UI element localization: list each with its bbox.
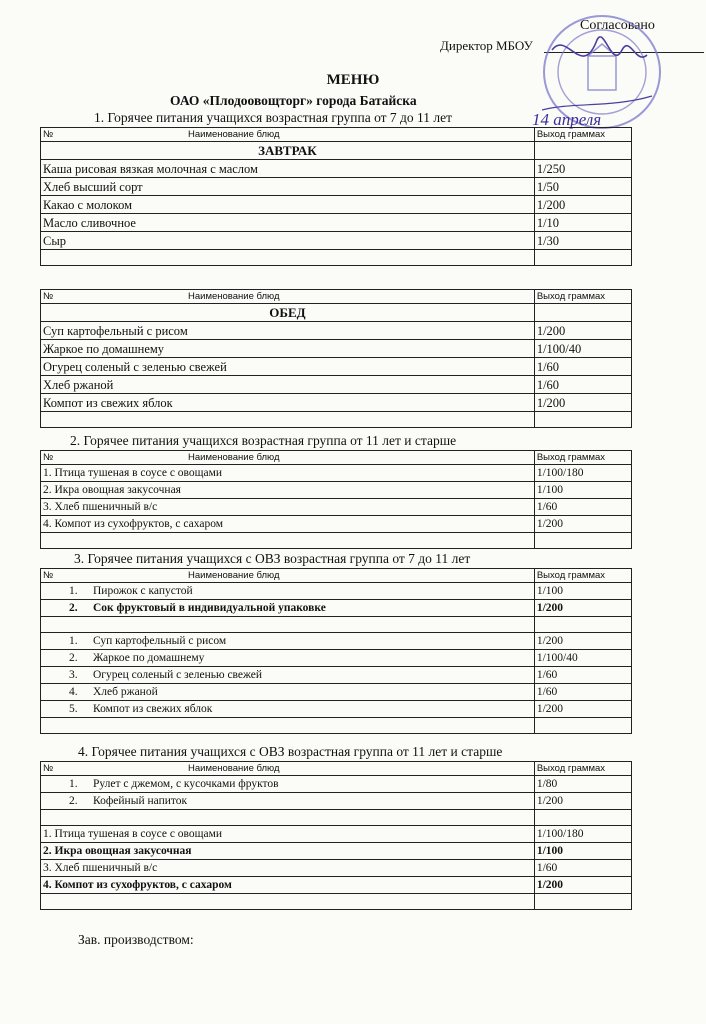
table-row: 5. Компот из свежих яблок 1/200 [41,701,632,718]
meal-label: ОБЕД [41,304,535,322]
table-row: 4. Компот из сухофруктов, с сахаром 1/200 [41,516,632,533]
table-row: 1. Птица тушеная в соусе с овощами 1/100/180 [41,465,632,482]
breakfast-table [40,127,632,266]
table-row: 2. Жаркое по домашнему 1/100/40 [41,650,632,667]
meal-label: ЗАВТРАК [41,142,535,160]
table-row: 2. Икра овощная закусочная 1/100 [41,482,632,499]
lunch-table [40,289,632,428]
header-name: Наименование блюд [188,128,280,140]
section-1-title: 1. Горячее питания учащихся возрастная группа от 7 до 11 лет [94,110,453,125]
table-row: Сыр 1/30 [41,232,632,250]
table-row: Масло сливочное 1/10 [41,214,632,232]
table-row: Компот из свежих яблок 1/200 [41,394,632,412]
table-row: 3. Хлеб пшеничный в/с 1/60 [41,860,632,877]
table-header: № Наименование блюд Выход граммах [41,569,632,583]
table-row: 4. Хлеб ржаной 1/60 [41,684,632,701]
table-row: 2. Сок фруктовый в индивидуальной упаковке 1/200 [41,600,632,617]
table-row: 4. Компот из сухофруктов, с сахаром 1/200 [41,877,632,894]
table-row: 3. Хлеб пшеничный в/с 1/60 [41,499,632,516]
header-yield: Выход граммах [534,128,631,142]
table-header [41,128,632,142]
group3-table [40,568,632,734]
table-header: № Наименование блюд Выход граммах [41,451,632,465]
table-row: Жаркое по домашнему 1/100/40 [41,340,632,358]
table-row: 1. Птица тушеная в соусе с овощами 1/100/180 [41,826,632,843]
table-row: Какао с молоком 1/200 [41,196,632,214]
group4-table [40,761,632,910]
section-4-title: 4. Горячее питания учащихся с ОВЗ возрастная группа от 11 лет и старше [78,744,503,759]
table-row: Хлеб высший сорт 1/50 [41,178,632,196]
table-row: Каша рисовая вязкая молочная с маслом 1/250 [41,160,632,178]
section-3-title: 3. Горячее питания учащихся с ОВЗ возрастная группа от 7 до 11 лет [74,551,471,566]
table-row: 1. Суп картофельный с рисом 1/200 [41,633,632,650]
organization-name: ОАО «Плодоовощторг» города Батайска [170,93,417,108]
header-num: № [43,128,54,140]
table-row: Суп картофельный с рисом 1/200 [41,322,632,340]
table-row: 3. Огурец соленый с зеленью свежей 1/60 [41,667,632,684]
official-stamp-icon [512,10,662,132]
director-label: Директор МБОУ [440,38,533,53]
approval-label: Согласовано [580,18,655,33]
section-2-title: 2. Горячее питания учащихся возрастная группа от 11 лет и старше [70,433,457,448]
production-manager-label: Зав. производством: [78,932,194,947]
table-header: № Наименование блюд Выход граммах [41,762,632,776]
table-row: 2. Кофейный напиток 1/200 [41,793,632,810]
table-row: Огурец соленый с зеленью свежей 1/60 [41,358,632,376]
table-row: Хлеб ржаной 1/60 [41,376,632,394]
table-row: 1. Пирожок с капустой 1/100 [41,583,632,600]
group2-table [40,450,632,549]
table-row: 1. Рулет с джемом, с кусочками фруктов 1/80 [41,776,632,793]
table-row: 2. Икра овощная закусочная 1/100 [41,843,632,860]
table-header: № Наименование блюд Выход граммах [41,290,632,304]
stamp-date: 14 апреля [532,110,602,129]
page-title: МЕНЮ [326,72,380,88]
